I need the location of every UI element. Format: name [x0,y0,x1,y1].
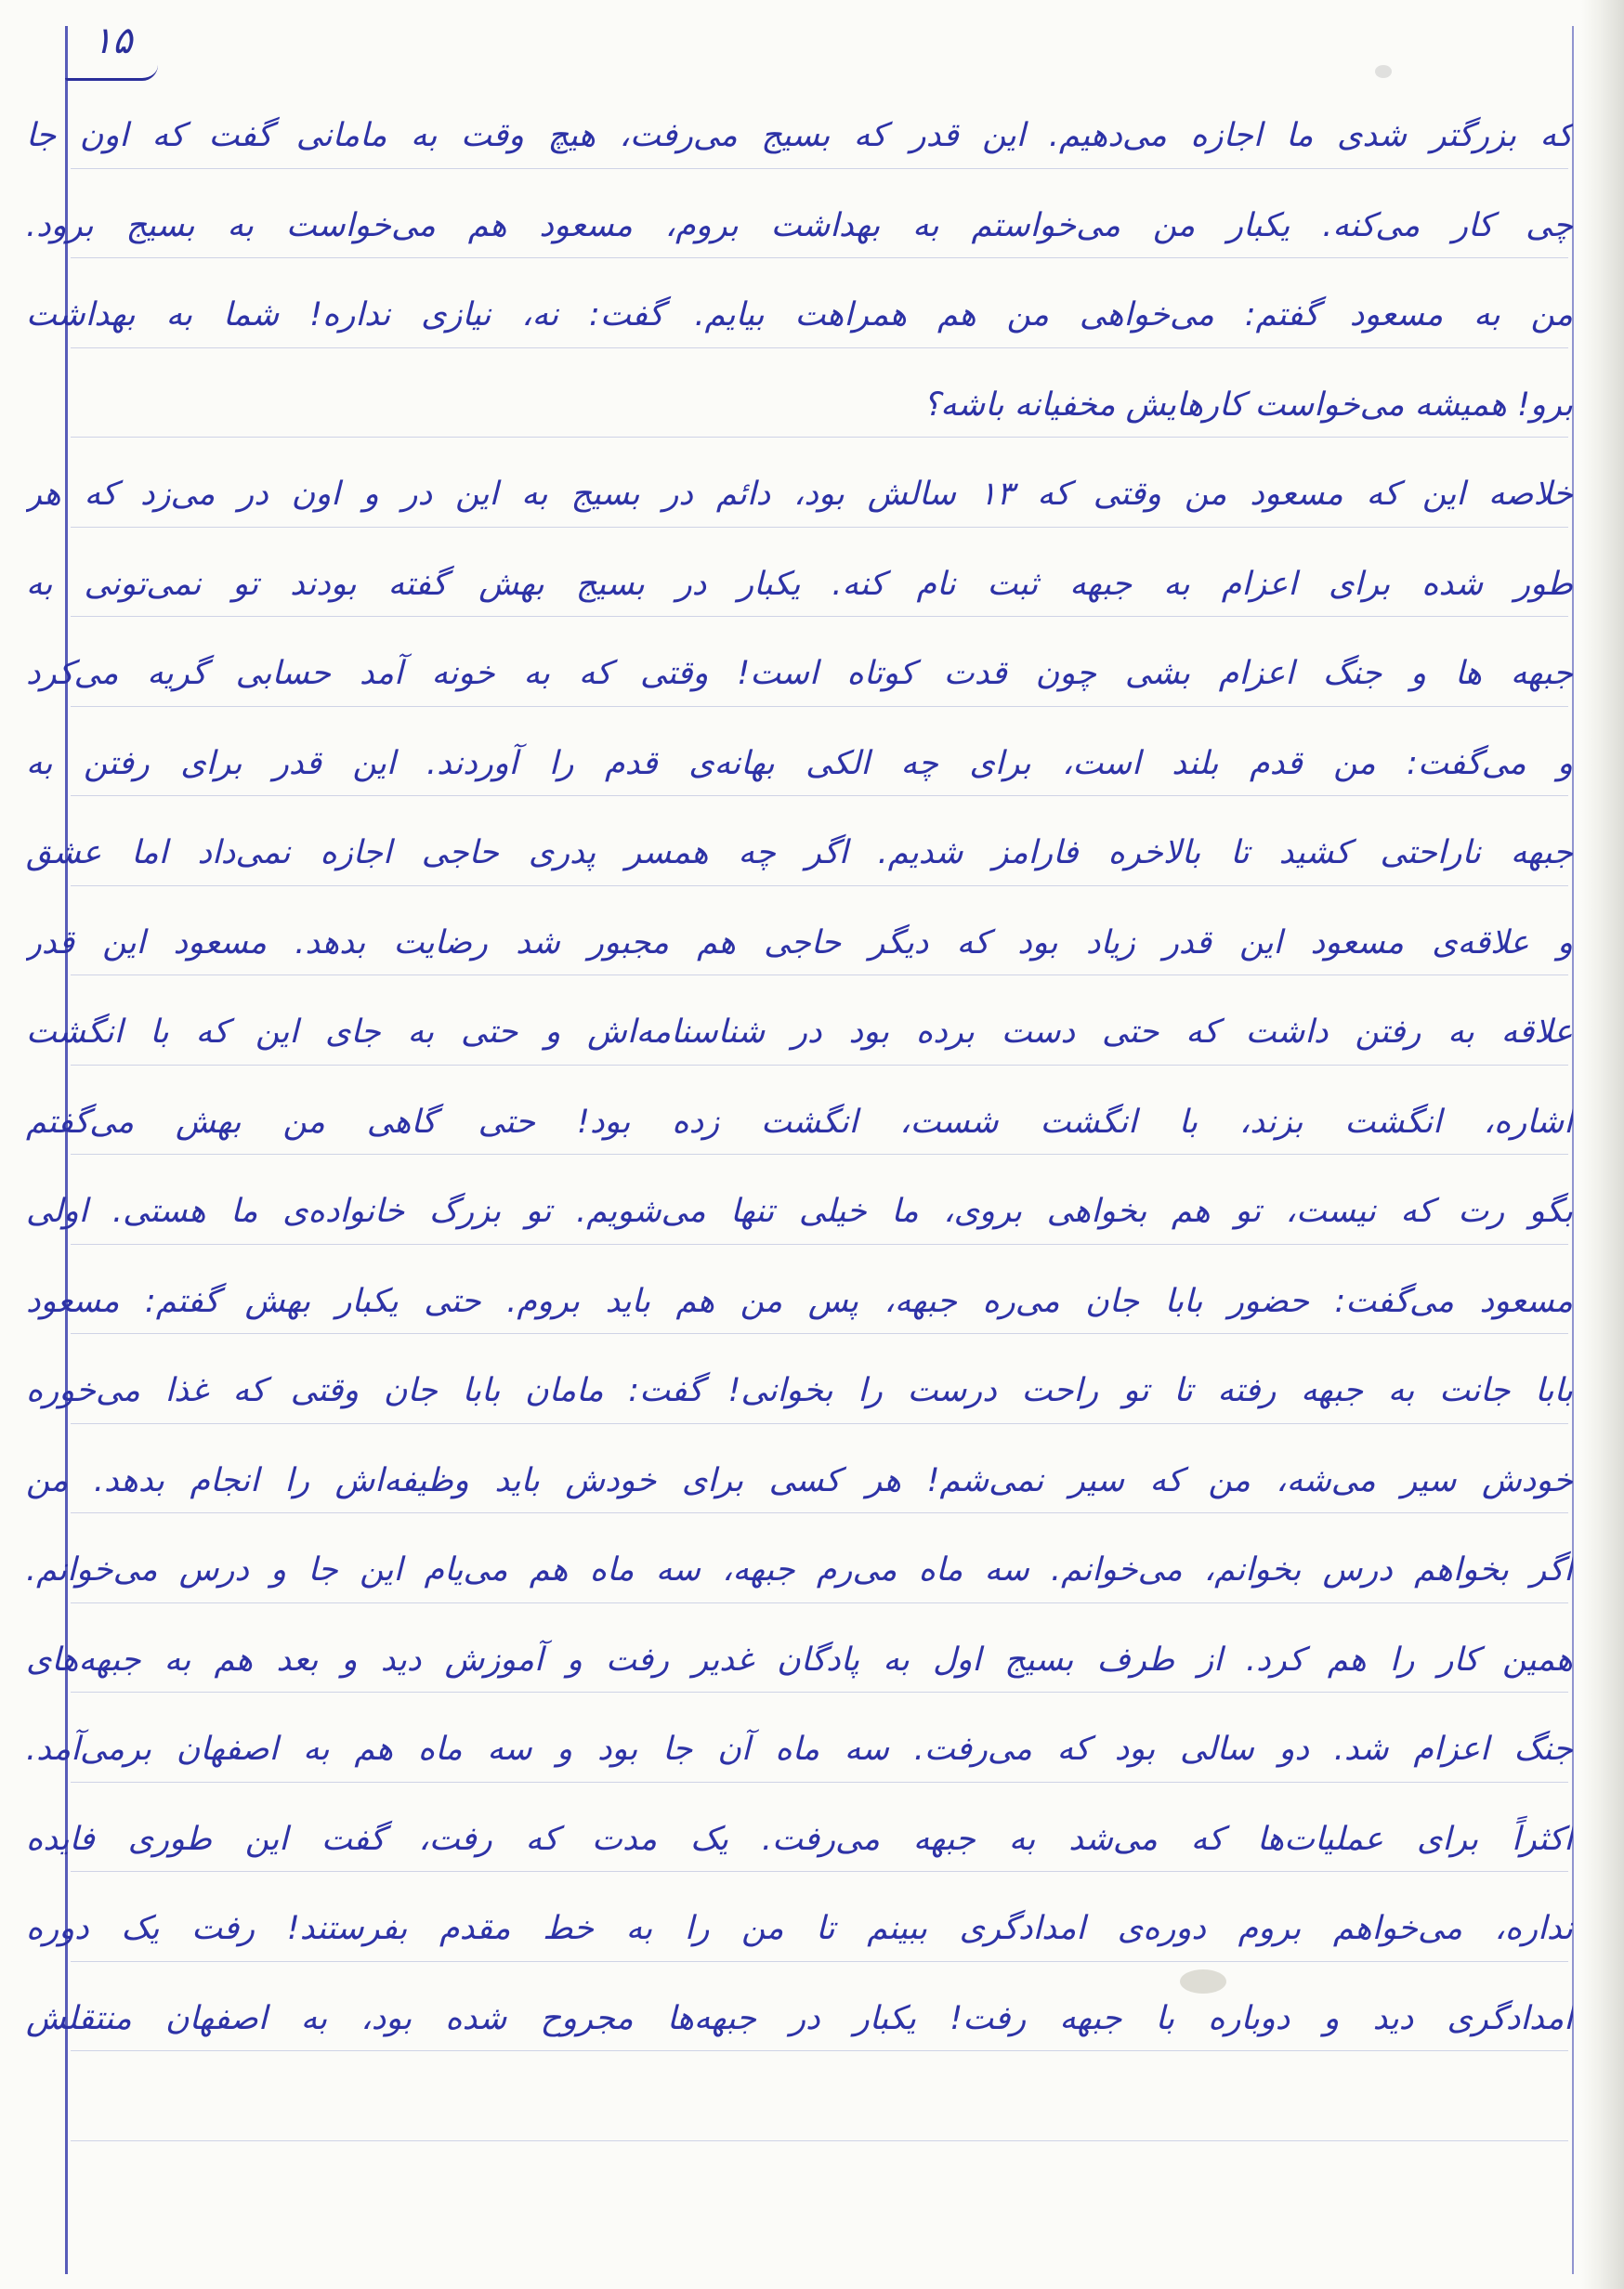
text-line: چی کار می‌کنه. یکبار من می‌خواستم به بهداشت بروم، مسعود هم می‌خواست به بسیج برود. [26,206,1573,244]
ruled-line [71,616,1568,617]
handwritten-text [26,91,1573,2270]
ruled-line [71,347,1568,348]
text-line: من به مسعود گفتم: می‌خواهی من هم همراهت بیایم. گفت: نه، نیازی نداره! شما به بهداشت [26,296,1573,334]
text-line: اکثراً برای عملیات‌ها که می‌شد به جبهه می‌رفت. یک مدت که رفت، گفت این طوری فایده [26,1820,1573,1858]
ruled-line [71,2050,1568,2051]
ruled-line [71,1961,1568,1962]
text-line: اگر بخواهم درس بخوانم، می‌خوانم. سه ماه می‌رم جبهه، سه ماه هم می‌یام این جا و درس می‌خوانم. [26,1551,1573,1589]
text-line: بگو رت که نیست، تو هم بخواهی بروی، ما خیلی تنها می‌شویم. تو بزرگ خانواده‌ی ما هستی. اولی [26,1193,1573,1230]
ruled-line [71,1154,1568,1155]
text-line: جبهه ناراحتی کشید تا بالاخره فارامز شدیم. اگر چه همسر پدری حاجی اجازه نمی‌داد اما عشق [26,834,1573,871]
text-line: که بزرگتر شدی ما اجازه می‌دهیم. این قدر که بسیج می‌رفت، هیچ وقت به مامانی گفت که اون جا [26,117,1573,154]
text-line: و علاقه‌ی مسعود این قدر زیاد بود که دیگر حاجی هم مجبور شد رضایت بدهد. مسعود این قدر [26,923,1573,961]
text-line: برو! همیشه می‌خواست کارهایش مخفیانه باشه؟ [923,386,1573,424]
text-line: همین کار را هم کرد. از طرف بسیج اول به پادگان غدیر رفت و آموزش دید و بعد هم به جبهه‌های [26,1641,1573,1679]
text-line: خلاصه این که مسعود من وقتی که ۱۳ سالش بود، دائم در بسیج به این در و اون در می‌زد که هر [26,476,1573,513]
text-line: طور شده برای اعزام به جبهه ثبت نام کنه. یکبار در بسیج بهش گفته بودند تو نمی‌تونی به [26,565,1573,603]
text-line: اشاره، انگشت بزند، با انگشت شست، انگشت زده بود! حتی گاهی من بهش می‌گفتم [26,1103,1573,1141]
page-edge-shadow [1581,0,1624,2289]
text-line: مسعود می‌گفت: حضور بابا جان می‌ره جبهه، پس من هم باید بروم. حتی یکبار بهش گفتم: مسعود [26,1282,1573,1320]
page-number: ۱۵ [61,13,164,78]
ruled-line [71,1602,1568,1603]
ruled-line [71,885,1568,886]
text-line: امدادگری دید و دوباره با جبهه رفت! یکبار در جبهه‌ها مجروح شده بود، به اصفهان منتقلش [26,1999,1573,2037]
ruled-line [71,437,1568,438]
ruled-line [71,1423,1568,1424]
text-line: علاقه به رفتن داشت که حتی دست برده بود در شناسنامه‌اش و حتی به جای این که با انگشت [26,1014,1573,1051]
ruled-line [71,2140,1568,2141]
text-line: جبهه ها و جنگ اعزام بشی چون قدت کوتاه است! وقتی که به خونه آمد حسابی گریه می‌کرد [26,655,1573,692]
paper-spot [1375,65,1392,78]
ruled-line [71,1871,1568,1872]
ruled-line [71,1244,1568,1245]
ruled-line [71,974,1568,975]
ruled-line [71,1065,1568,1066]
ruled-line [71,795,1568,796]
ruled-line [71,1692,1568,1693]
ruled-line [71,1512,1568,1513]
text-line: و می‌گفت: من قدم بلند است، برای چه الکی بهانه‌ی قدم را آوردند. این قدر برای رفتن به [26,744,1573,782]
ruled-line [71,706,1568,707]
text-line: جنگ اعزام شد. دو سالی بود که می‌رفت. سه ماه آن جا بود و سه ماه هم به اصفهان برمی‌آمد. [26,1731,1573,1768]
text-line: خودش سیر می‌شه، من که سیر نمی‌شم! هر کسی برای خودش باید وظیفه‌اش را انجام بدهد. من [26,1461,1573,1499]
ruled-line [71,257,1568,258]
text-line: بابا جانت به جبهه رفته تا تو راحت درست را بخوانی! گفت: مامان بابا جان وقتی که غذا می‌خوره [26,1372,1573,1409]
ruled-line [71,1782,1568,1783]
ruled-line [71,168,1568,169]
ruled-line [71,527,1568,528]
ruled-line [71,1333,1568,1334]
text-line: نداره، می‌خواهم بروم دوره‌ی امدادگری ببینم تا من را به خط مقدم بفرستند! رفت یک دوره [26,1910,1573,1947]
